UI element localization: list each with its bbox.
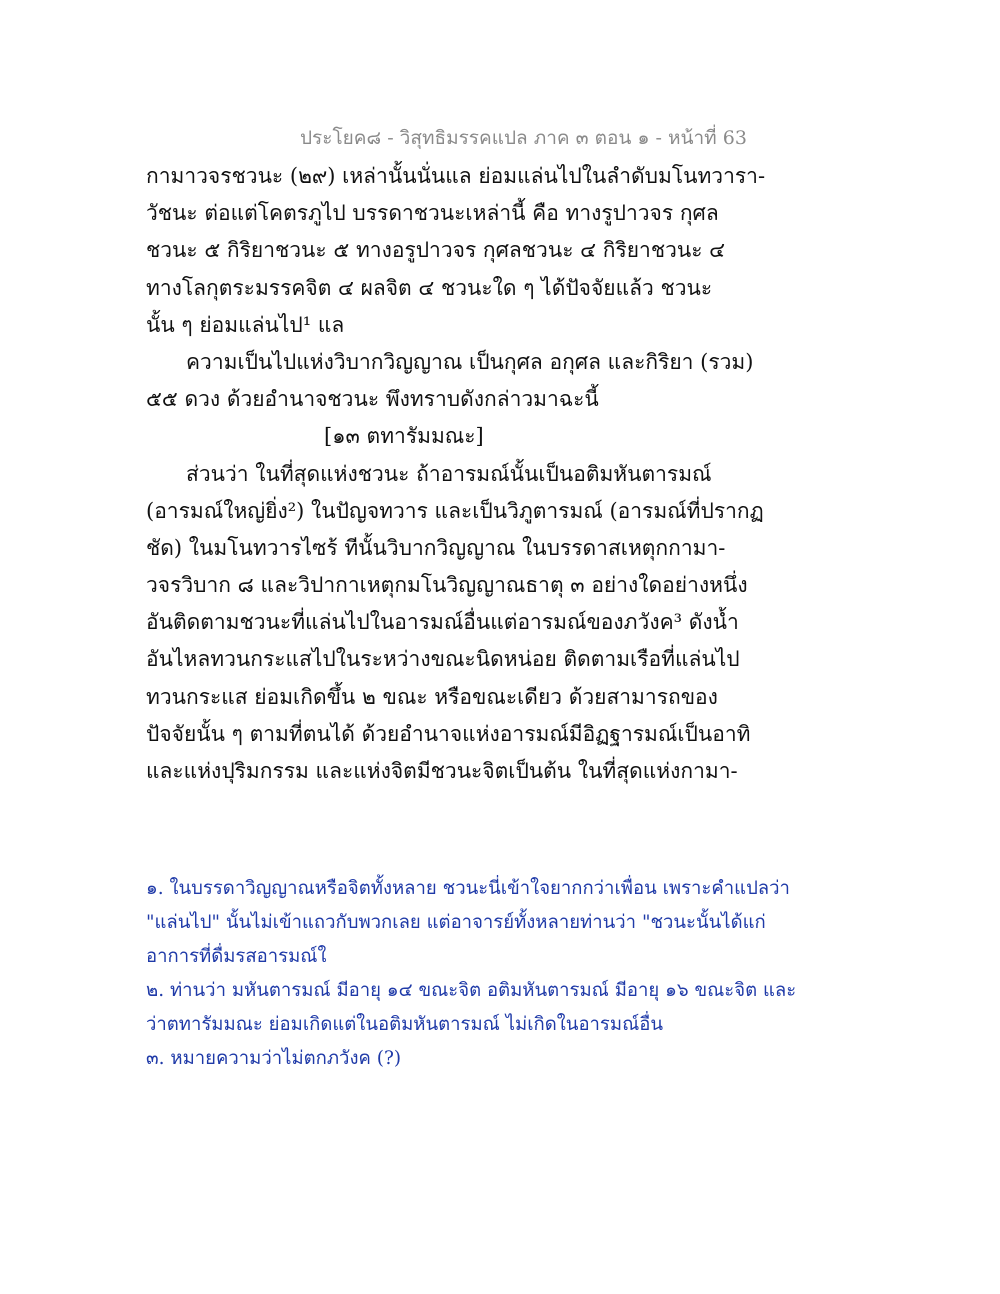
body-line-3: ชวนะ ๕ กิริยาชวนะ ๕ ทางอรูปาวจร กุศลชวนะ ๔ กิริยาชวนะ ๔ <box>146 238 726 263</box>
body-line-13: อันติดตามชวนะที่แล่นไปในอารมณ์อื่นแต่อารมณ์ของภวังค³ ดังน้ำ <box>146 610 739 635</box>
body-line-6: ความเป็นไปแห่งวิบากวิญญาณ เป็นกุศล อกุศล และกิริยา (รวม) <box>186 349 754 374</box>
footnote-line-6: ๓. หมายความว่าไม่ตกภวังค (?) <box>146 1048 402 1069</box>
footnote-line-2: "แล่นไป" นั้นไม่เข้าแถวกับพวกเลย แต่อาจารย์ทั้งหลายท่านว่า "ชวนะนั้นได้แก่ <box>146 912 766 933</box>
running-header: ประโยค๘ - วิสุทธิมรรคแปล ภาค ๓ ตอน ๑ - หน้าที่ 63 <box>300 127 747 149</box>
body-line-4: ทางโลกุตระมรรคจิต ๔ ผลจิต ๔ ชวนะใด ๆ ได้ปัจจัยแล้ว ชวนะ <box>146 275 713 300</box>
section-heading: [๑๓ ตทารัมมณะ] <box>324 424 484 449</box>
body-line-5: นั้น ๆ ย่อมแล่นไป¹ แล <box>146 312 345 337</box>
footnote-line-1: ๑. ในบรรดาวิญญาณหรือจิตทั้งหลาย ชวนะนี่เข้าใจยากกว่าเพื่อน เพราะคำแปลว่า <box>146 878 790 899</box>
body-line-16: ปัจจัยนั้น ๆ ตามที่ตนได้ ด้วยอำนาจแห่งอารมณ์มีอิฏฐารมณ์เป็นอาทิ <box>146 721 751 746</box>
body-line-14: อันไหลทวนกระแสไปในระหว่างขณะนิดหน่อย ติดตามเรือที่แล่นไป <box>146 647 740 672</box>
main-text <box>146 158 866 790</box>
body-line-9: ส่วนว่า ในที่สุดแห่งชวนะ ถ้าอารมณ์นั้นเป็นอติมหันตารมณ์ <box>186 461 712 486</box>
body-line-10: (อารมณ์ใหญ่ยิ่ง²) ในปัญจทวาร และเป็นวิภูตารมณ์ (อารมณ์ที่ปรากฏ <box>146 498 764 523</box>
body-line-7: ๕๕ ดวง ด้วยอำนาจชวนะ พึงทราบดังกล่าวมาฉะนี้ <box>146 387 599 412</box>
body-line-1: กามาวจรชวนะ (๒๙) เหล่านั้นนั่นแล ย่อมแล่นไปในลำดับมโนทวารา- <box>146 164 766 188</box>
body-line-2: วัชนะ ต่อแต่โคตรภูไป บรรดาชวนะเหล่านี้ คือ ทางรูปาวจร กุศล <box>146 201 719 226</box>
footnote-line-3: อาการที่ดื่มรสอารมณ์ใ <box>146 946 327 967</box>
body-line-17: และแห่งปุริมกรรม และแห่งจิตมีชวนะจิตเป็นต้น ในที่สุดแห่งกามา- <box>146 759 738 783</box>
body-line-12: วจรวิบาก ๘ และวิปากาเหตุกมโนวิญญาณธาตุ ๓ อย่างใดอย่างหนึ่ง <box>146 573 748 598</box>
body-line-15: ทวนกระแส ย่อมเกิดขึ้น ๒ ขณะ หรือขณะเดียว ด้วยสามารถของ <box>146 684 718 709</box>
footnote-line-4: ๒. ท่านว่า มหันตารมณ์ มีอายุ ๑๔ ขณะจิต อติมหันตารมณ์ มีอายุ ๑๖ ขณะจิต และ <box>146 980 797 1001</box>
body-line-11: ชัด) ในมโนทวารไซร้ ทีนั้นวิบากวิญญาณ ในบรรดาสเหตุกกามา- <box>146 535 726 560</box>
footnote-line-5: ว่าตทารัมมณะ ย่อมเกิดแต่ในอติมหันตารมณ์ ไม่เกิดในอารมณ์อื่น <box>146 1014 663 1035</box>
footnotes <box>146 872 866 1076</box>
